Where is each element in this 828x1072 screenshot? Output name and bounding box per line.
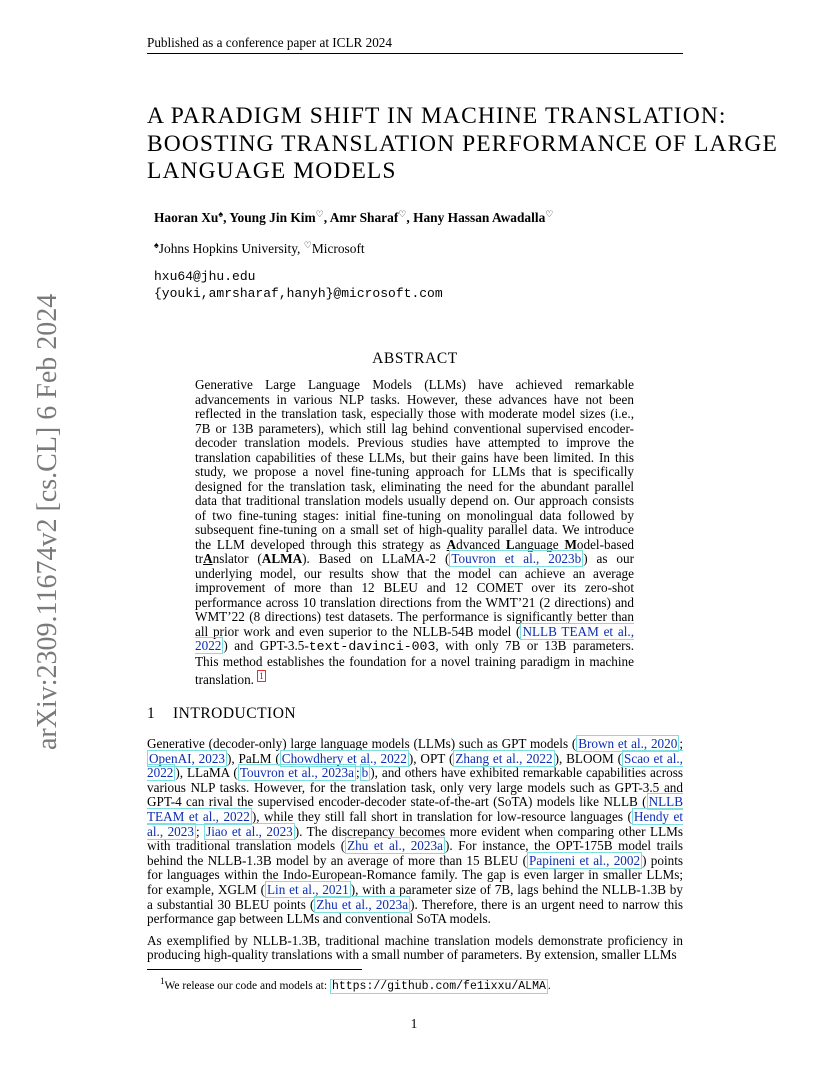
footnote-link[interactable]: 1 <box>259 671 264 681</box>
paper-title <box>147 103 778 186</box>
citation-link[interactable]: b <box>361 765 369 781</box>
body-text: ), and others have exhibited remarkable capabilities across various NLP tasks. However, for the translation task, only very large models such as GPT-3.5 and GPT-4 can rival the supervised encoder-decoder state-of-the-art (SoTA) models like NLLB ( <box>147 765 683 810</box>
alma-name: ALMA <box>261 551 303 566</box>
abstract-text: , with only 7B or 13B parameters. This method establishes the foundation for a novel training paradigm in machine translation. <box>195 638 635 687</box>
author-1-mark: ♠ <box>218 209 224 219</box>
citation-link[interactable]: Zhu et al., 2023a <box>347 838 443 854</box>
title-line-3: LANGUAGE MODELS <box>147 158 397 184</box>
abstract-body <box>195 378 634 688</box>
abstract-text: odel-based tr <box>195 536 635 566</box>
author-3-mark: ♡ <box>398 209 407 219</box>
abstract-text: dvanced <box>456 536 506 552</box>
github-url-link[interactable]: https://github.com/fe1ixxu/ALMA <box>331 980 546 993</box>
citation-link[interactable]: Jiao et al., 2023 <box>206 823 293 839</box>
abstract-paragraph <box>195 378 634 688</box>
footnote-rule <box>147 969 362 970</box>
model-code-name: text-davinci-003 <box>308 639 436 654</box>
citation-link[interactable]: Papineni et al., 2002 <box>529 852 641 868</box>
author-4-mark: ♡ <box>545 209 554 219</box>
footnote-text: We release our code and models at: <box>164 980 330 992</box>
footnote-mark: 1 <box>160 976 165 986</box>
author-1: Haoran Xu <box>154 210 219 225</box>
body-text: ), while they still fall short in translation for low-resource languages ( <box>251 808 632 824</box>
affiliations <box>154 240 365 257</box>
body-text: ), PaLM ( <box>227 750 280 766</box>
body-text: ), with a parameter size of 7B, lags behind the NLLB-1.3B by a substantial 30 BLEU points ( <box>147 881 683 912</box>
citation-link[interactable]: Brown et al., 2020 <box>578 736 678 751</box>
abstract-text: ) and GPT-3.5- <box>223 638 309 653</box>
section-title: INTRODUCTION <box>173 705 297 722</box>
abstract-text: nslator <box>212 551 249 566</box>
body-text: ). Therefore, there is an urgent need to narrow this performance gap between LLMs and conventional SoTA models. <box>147 896 684 927</box>
section-number: 1 <box>147 705 156 722</box>
citation-link[interactable]: Hendy et al., 2023 <box>147 808 684 839</box>
header-rule <box>147 53 683 54</box>
alma-acronym-letter: A <box>203 551 213 566</box>
running-header: Published as a conference paper at ICLR 2024 <box>147 35 392 50</box>
citation-link[interactable]: Zhu et al., 2023a <box>316 896 409 912</box>
body-text: ; <box>679 736 684 751</box>
body-text: ), BLOOM ( <box>554 750 623 766</box>
author-emails <box>154 268 443 302</box>
intro-paragraph-1 <box>147 737 683 927</box>
citation-link[interactable]: NLLB TEAM et al., 2022 <box>147 794 683 824</box>
citation-link[interactable]: Lin et al., 2021 <box>266 881 349 897</box>
body-text: ; <box>355 765 360 781</box>
author-2-mark: ♡ <box>315 209 324 219</box>
author-separator: , <box>323 210 330 225</box>
author-4: Hany Hassan Awadalla <box>413 210 546 225</box>
footnote-text: . <box>547 980 551 992</box>
body-text: ). For instance, the OPT-175B model trails behind the NLLB-1.3B model by an average of more than 15 BLEU ( <box>147 838 684 868</box>
abstract-text: anguage <box>514 536 565 552</box>
body-text: ) points for languages within the Indo-European-Romance family. The gap is even larger in smaller LLMs; for example, XGLM ( <box>147 852 684 897</box>
citation-link[interactable]: Scao et al., 2022 <box>147 750 683 781</box>
title-line-2: BOOSTING TRANSLATION PERFORMANCE OF LARGE <box>147 130 778 157</box>
abstract-text: ). Based on LLaMA-2 ( <box>302 551 450 566</box>
section-heading <box>147 705 296 723</box>
email-line-1: hxu64@jhu.edu <box>154 269 256 284</box>
body-text: ), LLaMA ( <box>175 765 238 781</box>
affiliation-1: Johns Hopkins University, <box>158 241 304 256</box>
author-separator: , <box>223 210 230 225</box>
affiliation-2-mark: ♡ <box>303 240 312 250</box>
author-list <box>154 209 553 226</box>
body-text: ), OPT ( <box>408 750 454 766</box>
author-2: Young Jin Kim <box>229 210 316 225</box>
page-number: 1 <box>410 1016 418 1031</box>
author-3: Amr Sharaf <box>329 210 399 225</box>
arxiv-sidebar-stamp: arXiv:2309.11674v2 [cs.CL] 6 Feb 2024 <box>32 293 63 750</box>
alma-acronym-letter: L <box>505 536 515 552</box>
introduction-body <box>147 737 683 970</box>
body-text: ). The discrepancy becomes more evident when comparing other LLMs with traditional translation models ( <box>147 823 683 854</box>
affiliation-2: Microsoft <box>311 241 365 256</box>
citation-link[interactable]: NLLB TEAM et al., 2022 <box>195 623 634 653</box>
alma-acronym-letter: M <box>564 536 577 552</box>
title-line-1: A PARADIGM SHIFT IN MACHINE TRANSLATION: <box>147 103 727 129</box>
citation-link[interactable]: Zhang et al., 2022 <box>455 750 553 766</box>
email-line-2: {youki,amrsharaf,hanyh}@microsoft.com <box>154 286 443 301</box>
abstract-heading: ABSTRACT <box>372 350 458 367</box>
citation-link[interactable]: OpenAI, 2023 <box>149 750 226 766</box>
body-text: Generative (decoder-only) large language models (LLMs) such as GPT models ( <box>147 736 577 751</box>
citation-link[interactable]: Touvron et al., 2023a <box>239 765 354 781</box>
abstract-text: ( <box>248 551 262 566</box>
body-text: ; <box>195 823 205 839</box>
citation-link[interactable]: Touvron et al., 2023b <box>451 551 582 566</box>
intro-paragraph-2: As exemplified by NLLB-1.3B, traditional machine translation models demonstrate proficiency in producing high-quality translations with a small number of parameters. By extension, smaller LLMs <box>147 932 683 963</box>
citation-link[interactable]: Chowdhery et al., 2022 <box>281 750 407 766</box>
abstract-text: Generative Large Language Models (LLMs) have achieved remarkable advancements in various NLP tasks. However, these advances have not been reflected in the translation task, especially those with moderate model sizes (i.e., 7B or 13B parameters), which still lag behind conventional supervised encoder-decoder translation models. Previous studies have attempted to improve the translation capabilities of these LLMs, but their gains have been limited. In this study, we propose a novel fine-tuning approach for LLMs that is specifically designed for the translation task, eliminating the need for the abundant parallel data that traditional translation models usually depend on. Our approach consists of two fine-tuning stages: initial fine-tuning on monolingual data followed by subsequent fine-tuning on a small set of high-quality parallel data. We introduce the LLM developed through this strategy as <box>195 377 634 552</box>
abstract-text: ) as our underlying model, our results show that the model can achieve an average improvement of more than 12 BLEU and 12 COMET over its zero-shot performance across 10 translation directions from the WMT’21 (2 directions) and WMT’22 (8 directions) test datasets. The performance is significantly better than all prior work and even superior to the NLLB-54B model ( <box>195 551 634 639</box>
affiliation-1-mark: ♠ <box>154 240 159 250</box>
author-separator: , <box>406 210 414 225</box>
footnote <box>160 976 551 993</box>
alma-acronym-letter: A <box>446 536 457 552</box>
